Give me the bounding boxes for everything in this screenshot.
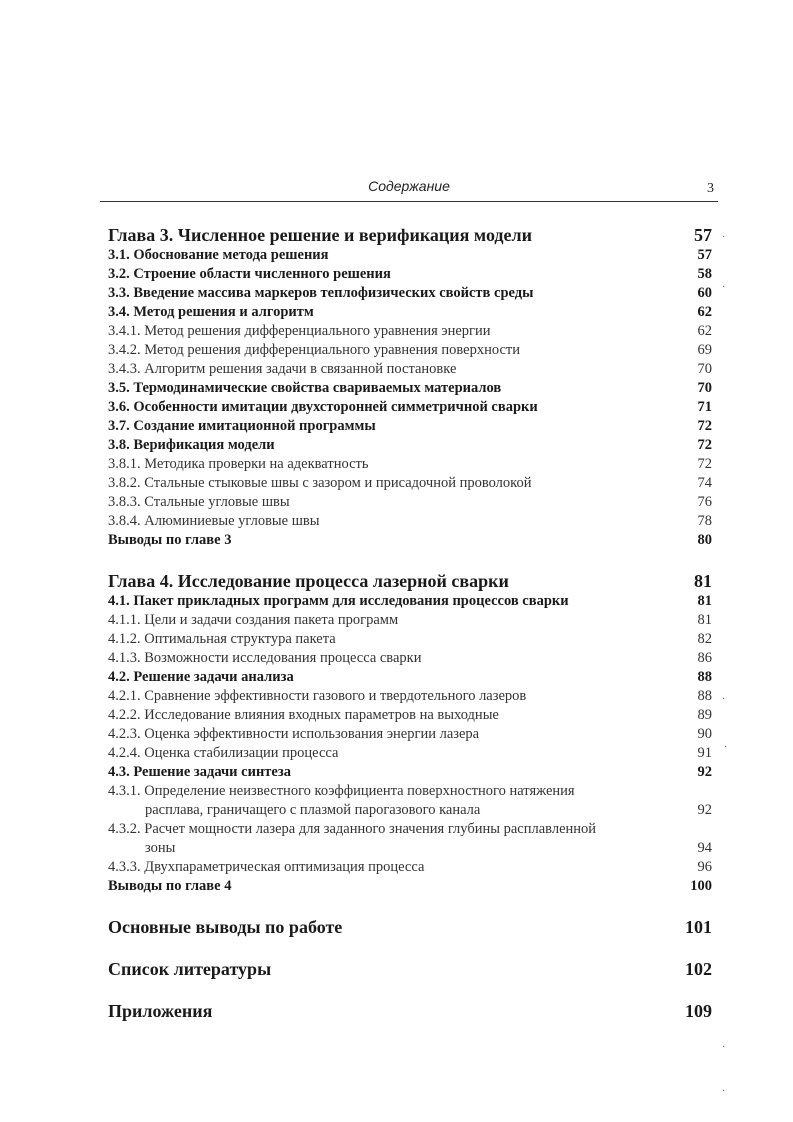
toc-entry-title: 4.1. Пакет прикладных программ для исследования процессов сварки	[108, 593, 569, 609]
toc-entry-continuation[interactable]	[108, 801, 712, 820]
toc-entry[interactable]	[108, 246, 712, 265]
toc-entry-title: 4.3.3. Двухпараметрическая оптимизация процесса	[108, 859, 425, 875]
toc-entry-title: 3.4. Метод решения и алгоритм	[108, 304, 314, 320]
toc-entry-page: 102	[685, 959, 712, 979]
toc-entry[interactable]	[108, 455, 712, 474]
toc-entry-title: 3.4.2. Метод решения дифференциального уравнения поверхности	[108, 342, 520, 358]
toc-entry[interactable]	[108, 512, 712, 531]
toc-entry-title: 4.3.1. Определение неизвестного коэффициента поверхностного натяжения	[108, 783, 575, 799]
toc-entry[interactable]	[108, 322, 712, 341]
toc-entry-page: 58	[697, 266, 712, 282]
toc-entry-title: зоны	[145, 840, 176, 856]
running-header	[100, 177, 718, 202]
toc-entry[interactable]	[108, 782, 712, 801]
toc-entry-title: 4.3. Решение задачи синтеза	[108, 764, 291, 780]
toc-entry[interactable]	[108, 493, 712, 512]
toc-entry-title: 4.1.2. Оптимальная структура пакета	[108, 631, 336, 647]
toc-main-conclusions[interactable]	[108, 916, 712, 938]
toc-entry[interactable]	[108, 820, 712, 839]
toc-entry-title: Основные выводы по работе	[108, 917, 343, 937]
toc-entry-page: 94	[697, 840, 712, 856]
toc-entry-title: 3.1. Обоснование метода решения	[108, 247, 329, 263]
toc-entry-title: 4.1.3. Возможности исследования процесса сварки	[108, 650, 422, 666]
toc-entry-page: 60	[697, 285, 712, 301]
toc-entry-title: 4.2.1. Сравнение эффективности газового и твердотельного лазеров	[108, 688, 527, 704]
toc-entry[interactable]	[108, 398, 712, 417]
toc-entry-page: 88	[697, 688, 712, 704]
scan-speck: ·	[722, 694, 726, 705]
toc-entry-page: 91	[697, 745, 712, 761]
toc-entry-page: 70	[697, 380, 712, 396]
toc-entry-title: 3.8.4. Алюминиевые угловые швы	[108, 513, 320, 529]
toc-entry[interactable]	[108, 858, 712, 877]
toc-entry-page: 76	[697, 494, 712, 510]
toc-entry-title: 4.2. Решение задачи анализа	[108, 669, 294, 685]
toc-entry-title: 3.7. Создание имитационной программы	[108, 418, 376, 434]
toc-entry-title: 3.5. Термодинамические свойства свариваемых материалов	[108, 380, 502, 396]
table-of-contents	[108, 224, 712, 1022]
toc-entry[interactable]	[108, 592, 712, 611]
toc-entry-page: 92	[697, 764, 712, 780]
scan-speck: ·	[724, 742, 728, 753]
toc-entry[interactable]	[108, 379, 712, 398]
toc-entry-title: 4.3.2. Расчет мощности лазера для заданного значения глубины расплавленной	[108, 821, 597, 837]
toc-entry-title: Глава 3. Численное решение и верификация модели	[108, 225, 532, 245]
toc-entry[interactable]	[108, 341, 712, 360]
toc-entry-title: 4.1.1. Цели и задачи создания пакета программ	[108, 612, 399, 628]
toc-entry-page: 88	[697, 669, 712, 685]
toc-entry-page: 86	[697, 650, 712, 666]
toc-entry-page: 92	[697, 802, 712, 818]
toc-entry-page: 101	[685, 917, 712, 937]
toc-entry-page: 71	[697, 399, 712, 415]
toc-entry[interactable]	[108, 303, 712, 322]
toc-entry[interactable]	[108, 417, 712, 436]
toc-entry-title: 3.8.2. Стальные стыковые швы с зазором и присадочной проволокой	[108, 475, 532, 491]
toc-entry-title: Выводы по главе 3	[108, 532, 232, 548]
toc-entry[interactable]	[108, 877, 712, 896]
toc-entry-page: 74	[697, 475, 712, 491]
toc-entry-page: 69	[697, 342, 712, 358]
toc-entry[interactable]	[108, 630, 712, 649]
toc-entry-page: 72	[697, 437, 712, 453]
toc-entry-title: 3.3. Введение массива маркеров теплофизических свойств среды	[108, 285, 534, 301]
toc-entry[interactable]	[108, 474, 712, 493]
toc-entry[interactable]	[108, 611, 712, 630]
toc-entry-page: 81	[697, 612, 712, 628]
toc-entry-title: 4.2.3. Оценка эффективности использования энергии лазера	[108, 726, 480, 742]
toc-entry-title: 3.4.3. Алгоритм решения задачи в связанной постановке	[108, 361, 457, 377]
toc-entry-page: 81	[694, 571, 712, 591]
scan-speck: ·	[722, 1086, 726, 1097]
toc-entry[interactable]	[108, 649, 712, 668]
toc-entry-title: 3.8.1. Методика проверки на адекватность	[108, 456, 369, 472]
toc-entry[interactable]	[108, 687, 712, 706]
toc-entry[interactable]	[108, 531, 712, 550]
toc-entry-page: 70	[697, 361, 712, 377]
toc-entry-page: 89	[697, 707, 712, 723]
toc-entry-title: 3.2. Строение области численного решения	[108, 266, 391, 282]
toc-entry-page: 62	[697, 323, 712, 339]
toc-entry-title: 3.8.3. Стальные угловые швы	[108, 494, 290, 510]
toc-chapter-3[interactable]	[108, 224, 712, 246]
toc-entry-page: 100	[690, 878, 712, 894]
toc-entry-page: 78	[697, 513, 712, 529]
toc-entry-page: 72	[697, 418, 712, 434]
toc-entry-title: Список литературы	[108, 959, 272, 979]
toc-entry-title: расплава, граничащего с плазмой парогазового канала	[145, 802, 481, 818]
toc-entry[interactable]	[108, 763, 712, 782]
toc-entry[interactable]	[108, 706, 712, 725]
toc-entry-page: 57	[694, 225, 712, 245]
toc-entry-title: Глава 4. Исследование процесса лазерной сварки	[108, 571, 509, 591]
toc-references[interactable]	[108, 958, 712, 980]
toc-entry-page: 82	[697, 631, 712, 647]
toc-entry[interactable]	[108, 744, 712, 763]
toc-entry-title: 4.2.4. Оценка стабилизации процесса	[108, 745, 339, 761]
toc-entry-title: 3.6. Особенности имитации двухсторонней симметричной сварки	[108, 399, 538, 415]
toc-entry-page: 62	[697, 304, 712, 320]
scan-speck: ·	[722, 1042, 726, 1053]
scan-speck: ·	[722, 282, 726, 293]
toc-entry-page: 80	[697, 532, 712, 548]
toc-appendices[interactable]	[108, 1000, 712, 1022]
header-title: Содержание	[368, 178, 450, 194]
toc-entry-page: 90	[697, 726, 712, 742]
toc-entry[interactable]	[108, 668, 712, 687]
header-page-number: 3	[707, 181, 714, 196]
toc-entry-page: 96	[697, 859, 712, 875]
toc-entry-title: 3.8. Верификация модели	[108, 437, 275, 453]
toc-chapter-4[interactable]	[108, 570, 712, 592]
toc-entry-title: 3.4.1. Метод решения дифференциального уравнения энергии	[108, 323, 491, 339]
toc-entry-page: 109	[685, 1001, 712, 1021]
toc-entry[interactable]	[108, 284, 712, 303]
toc-entry-continuation[interactable]	[108, 839, 712, 858]
toc-entry-page: 81	[697, 593, 712, 609]
toc-entry[interactable]	[108, 725, 712, 744]
toc-entry[interactable]	[108, 265, 712, 284]
toc-entry[interactable]	[108, 436, 712, 455]
toc-entry[interactable]	[108, 360, 712, 379]
toc-entry-title: 4.2.2. Исследование влияния входных параметров на выходные	[108, 707, 499, 723]
toc-entry-page: 72	[697, 456, 712, 472]
toc-entry-title: Выводы по главе 4	[108, 878, 232, 894]
toc-entry-title: Приложения	[108, 1001, 213, 1021]
toc-entry-page: 57	[697, 247, 712, 263]
scan-speck: ·	[722, 232, 726, 243]
